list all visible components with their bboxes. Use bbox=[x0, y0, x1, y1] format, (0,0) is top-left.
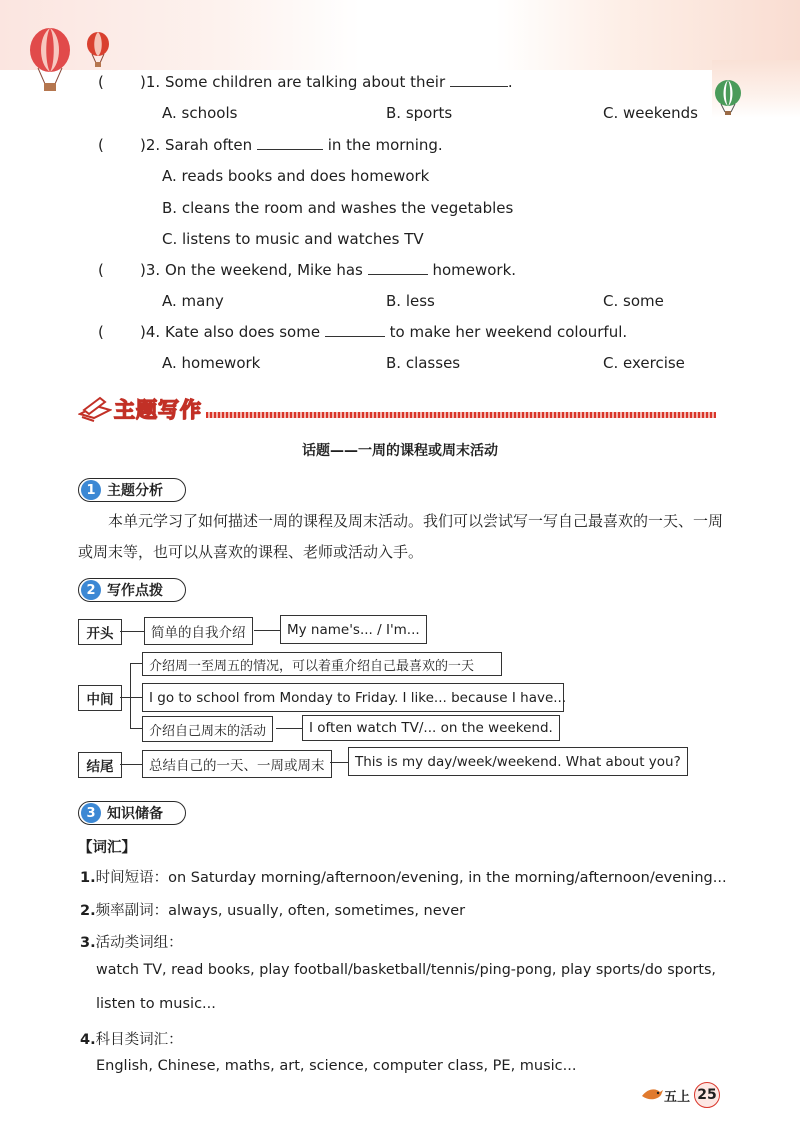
vocab-label: 时间短语： bbox=[95, 870, 169, 886]
answer-blank bbox=[257, 137, 323, 150]
section-title: 知识储备 bbox=[107, 806, 163, 822]
pencil-book-icon bbox=[78, 396, 112, 422]
section-title: 主题分析 bbox=[107, 483, 163, 499]
section-number: 2 bbox=[81, 580, 101, 600]
question-text: Kate also does some bbox=[164, 323, 321, 341]
option-c: C. listens to music and watches TV bbox=[162, 230, 424, 248]
page-footer bbox=[640, 1080, 720, 1108]
question-4 bbox=[140, 323, 627, 341]
hot-air-balloon-icon bbox=[28, 28, 76, 94]
connector-vertical bbox=[130, 663, 131, 729]
question-1 bbox=[140, 73, 513, 91]
vocab-number: 4. bbox=[80, 1032, 96, 1048]
question-text-end: to make her weekend colourful. bbox=[389, 323, 628, 341]
question-number: )1. bbox=[140, 73, 161, 91]
analysis-paragraph: 本单元学习了如何描述一周的课程及周末活动。我们可以尝试写一写自己最喜欢的一天、一周或周末等，也可以从喜欢的课程、老师或活动入手。 bbox=[78, 512, 724, 561]
bird-icon bbox=[640, 1084, 664, 1104]
option-b: B. sports bbox=[386, 104, 453, 122]
page-number: 25 bbox=[694, 1082, 720, 1108]
ending-label: 结尾 bbox=[78, 752, 122, 778]
vocab-text: on Saturday morning/afternoon/evening, in the morning/afternoon/evening... bbox=[168, 870, 727, 886]
connector bbox=[120, 631, 144, 632]
middle-label: 中间 bbox=[78, 685, 122, 711]
vocab-item-3 bbox=[80, 931, 183, 952]
option-b: B. cleans the room and washes the vegetables bbox=[162, 199, 514, 217]
vocab-item-4 bbox=[80, 1028, 183, 1049]
vocab-number: 2. bbox=[80, 903, 96, 919]
section-title: 写作点拨 bbox=[107, 583, 163, 599]
option-b: B. less bbox=[386, 292, 435, 310]
grade-label: 五上 bbox=[664, 1090, 691, 1105]
ending-en-box: This is my day/week/weekend. What about you? bbox=[348, 747, 688, 776]
option-a: A. schools bbox=[162, 104, 238, 122]
ending-cn-box: 总结自己的一天、一周或周末 bbox=[142, 750, 332, 778]
vocab-heading: 【词汇】 bbox=[78, 840, 136, 856]
topic-title: 话题——一周的课程或周末活动 bbox=[302, 443, 498, 459]
section-number: 3 bbox=[81, 803, 101, 823]
connector bbox=[120, 764, 142, 765]
section-number: 1 bbox=[81, 480, 101, 500]
option-c: C. exercise bbox=[603, 354, 685, 372]
question-text: On the weekend, Mike has bbox=[164, 261, 363, 279]
option-b: B. classes bbox=[386, 354, 461, 372]
section-header-tips bbox=[78, 578, 186, 602]
banner-rule bbox=[206, 412, 716, 418]
answer-paren: ( bbox=[98, 136, 104, 154]
question-2 bbox=[140, 136, 443, 154]
option-c: C. weekends bbox=[603, 104, 698, 122]
vocab-label: 活动类词组： bbox=[95, 935, 183, 951]
vocab-number: 3. bbox=[80, 935, 96, 951]
middle-cn-box-1: 介绍周一至周五的情况，可以着重介绍自己最喜欢的一天 bbox=[142, 652, 502, 676]
connector bbox=[130, 663, 142, 664]
vocab-text: always, usually, often, sometimes, never bbox=[168, 903, 466, 919]
option-c: C. some bbox=[603, 292, 664, 310]
vocab-3-line-1: watch TV, read books, play football/basketball/tennis/ping-pong, play sports/do sports, bbox=[96, 962, 716, 978]
connector bbox=[130, 697, 142, 698]
hot-air-balloon-icon bbox=[86, 32, 112, 70]
connector bbox=[130, 728, 142, 729]
question-text-end: in the morning. bbox=[327, 136, 443, 154]
question-number: )2. bbox=[140, 136, 161, 154]
header-band bbox=[0, 0, 800, 70]
question-text: Sarah often bbox=[164, 136, 253, 154]
opening-en-box: My name's... / I'm... bbox=[280, 615, 427, 644]
question-text: Some children are talking about their bbox=[164, 73, 446, 91]
connector bbox=[330, 762, 348, 763]
vocab-label: 频率副词： bbox=[95, 903, 169, 919]
writing-banner bbox=[78, 394, 718, 424]
answer-blank bbox=[368, 262, 428, 275]
option-a: A. homework bbox=[162, 354, 261, 372]
question-text-end: . bbox=[507, 73, 513, 91]
section-header-knowledge bbox=[78, 801, 186, 825]
question-text-end: homework. bbox=[432, 261, 517, 279]
answer-blank bbox=[450, 74, 508, 87]
section-header-analysis bbox=[78, 478, 186, 502]
opening-cn-box: 简单的自我介绍 bbox=[144, 617, 253, 645]
writing-banner-title: 主题写作 bbox=[114, 398, 202, 422]
option-a: A. reads books and does homework bbox=[162, 167, 430, 185]
middle-en-box-2: I often watch TV/... on the weekend. bbox=[302, 715, 560, 741]
vocab-item-2 bbox=[80, 899, 465, 920]
middle-en-box-1: I go to school from Monday to Friday. I like... because I have... bbox=[142, 683, 564, 712]
vocab-number: 1. bbox=[80, 870, 96, 886]
connector bbox=[276, 728, 302, 729]
connector bbox=[254, 630, 280, 631]
answer-blank bbox=[325, 324, 385, 337]
opening-label: 开头 bbox=[78, 619, 122, 645]
vocab-item-1 bbox=[80, 866, 727, 887]
question-number: )4. bbox=[140, 323, 161, 341]
vocab-label: 科目类词汇： bbox=[95, 1032, 183, 1048]
vocab-3-line-2: listen to music... bbox=[96, 996, 216, 1012]
option-a: A. many bbox=[162, 292, 224, 310]
middle-cn-box-2: 介绍自己周末的活动 bbox=[142, 716, 273, 742]
answer-paren: ( bbox=[98, 323, 104, 341]
connector bbox=[120, 697, 130, 698]
question-3 bbox=[140, 261, 516, 279]
answer-paren: ( bbox=[98, 73, 104, 91]
answer-paren: ( bbox=[98, 261, 104, 279]
vocab-4-line-1: English, Chinese, maths, art, science, computer class, PE, music... bbox=[96, 1058, 577, 1074]
question-number: )3. bbox=[140, 261, 161, 279]
hot-air-balloon-icon bbox=[714, 80, 744, 118]
